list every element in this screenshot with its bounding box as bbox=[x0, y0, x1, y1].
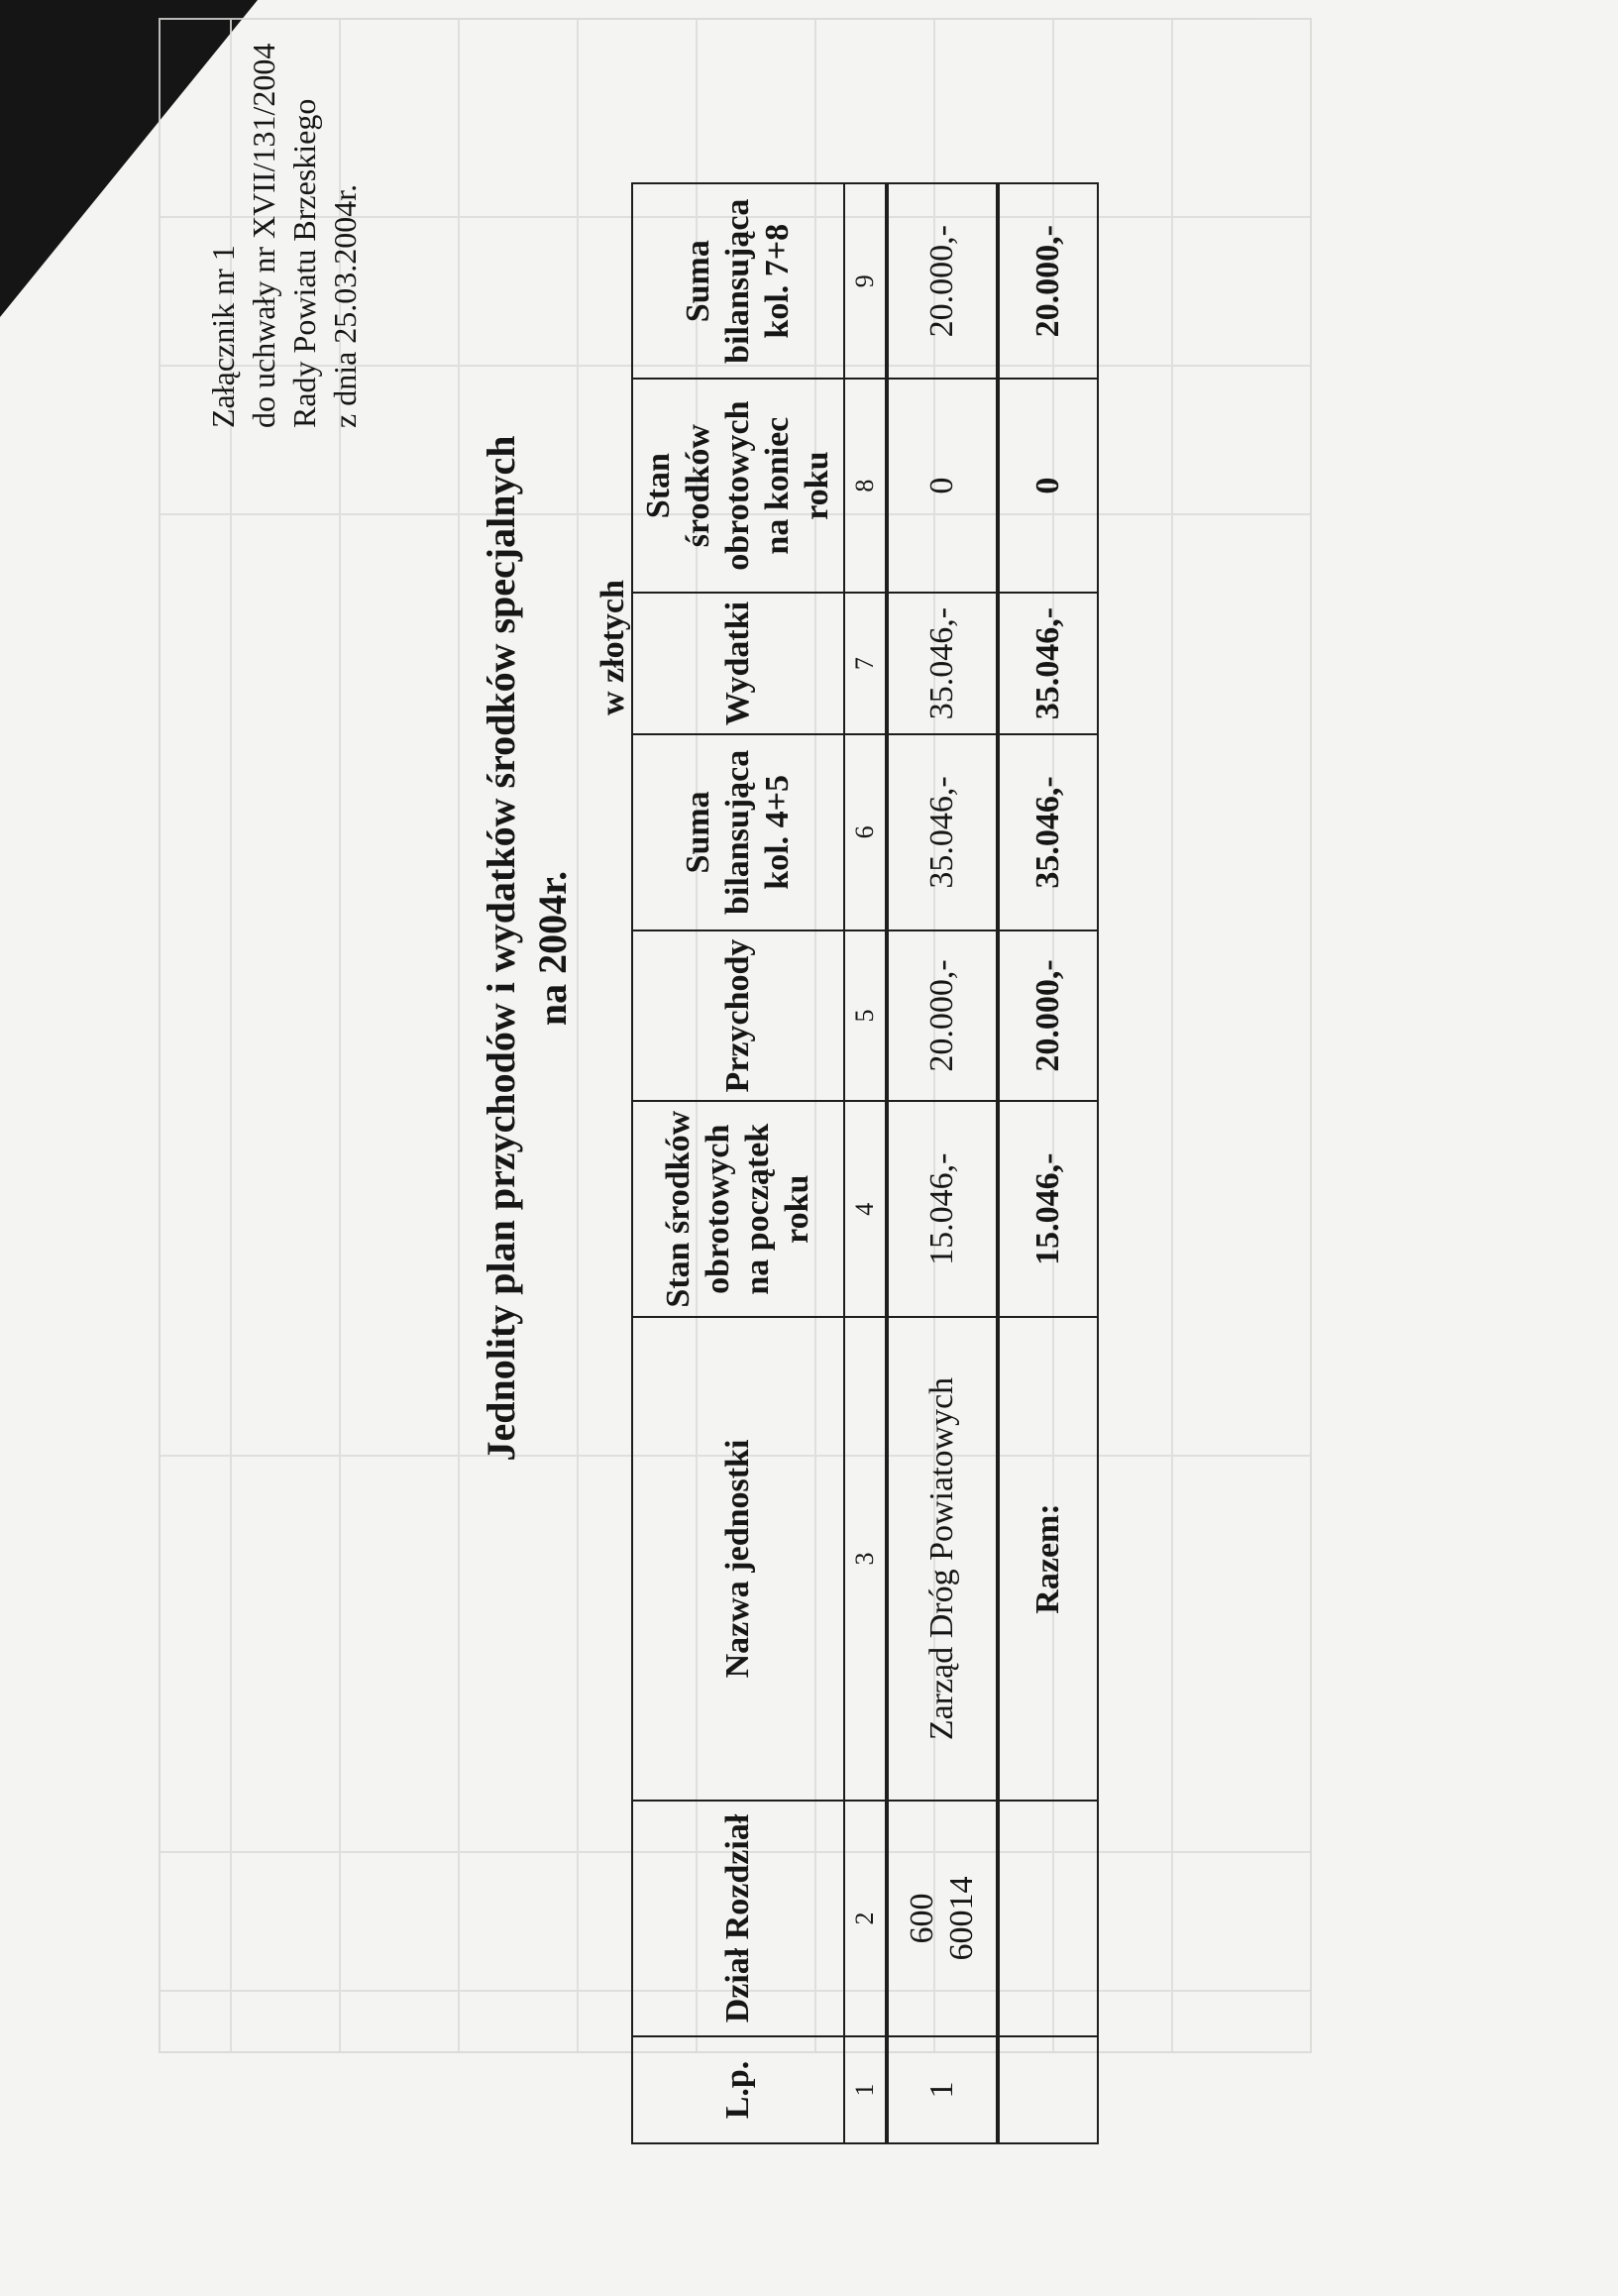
title-line-1: Jednolity plan przychodów i wydatków środków specjalnych bbox=[479, 435, 523, 1462]
header-suma-7-8: Suma bilansująca kol. 7+8 bbox=[632, 183, 844, 379]
cell-przychody: 20.000,- bbox=[887, 930, 998, 1102]
cell-dzial-rozdzial bbox=[887, 1801, 998, 2036]
cell-stan-koniec: 0 bbox=[887, 379, 998, 593]
total-suma-4-5: 35.046,- bbox=[998, 734, 1098, 929]
title-line-2: na 2004r. bbox=[530, 870, 575, 1027]
total-empty bbox=[998, 2036, 1098, 2143]
cell-dzial: 600 bbox=[904, 1893, 940, 1944]
total-stan-poczatek: 15.046,- bbox=[998, 1101, 1098, 1317]
cell-rozdzial: 60014 bbox=[943, 1876, 980, 1961]
col-num: 1 bbox=[844, 2036, 887, 2143]
total-przychody: 20.000,- bbox=[998, 930, 1098, 1102]
col-num: 4 bbox=[844, 1101, 887, 1317]
cell-lp: 1 bbox=[887, 2036, 998, 2143]
header-stan-koniec: Stan środków obrotowych na koniec roku bbox=[632, 379, 844, 593]
total-row bbox=[998, 183, 1098, 2143]
attachment-line-3: Rady Powiatu Brzeskiego bbox=[286, 98, 322, 428]
cell-nazwa: Zarząd Dróg Powiatowych bbox=[887, 1317, 998, 1801]
cell-stan-poczatek: 15.046,- bbox=[887, 1101, 998, 1317]
total-label: Razem: bbox=[998, 1317, 1098, 1801]
attachment-line-4: z dnia 25.03.2004r. bbox=[327, 183, 363, 428]
header-przychody: Przychody bbox=[632, 930, 844, 1102]
col-num: 6 bbox=[844, 734, 887, 929]
header-row bbox=[632, 183, 844, 2143]
col-num: 2 bbox=[844, 1801, 887, 2036]
total-suma-7-8: 20.000,- bbox=[998, 183, 1098, 379]
column-number-row bbox=[844, 183, 887, 2143]
col-num: 7 bbox=[844, 593, 887, 734]
total-wydatki: 35.046,- bbox=[998, 593, 1098, 734]
attachment-line-1: Załącznik nr 1 bbox=[205, 245, 241, 428]
col-num: 9 bbox=[844, 183, 887, 379]
col-num: 5 bbox=[844, 930, 887, 1102]
header-lp: L.p. bbox=[632, 2036, 844, 2143]
plan-table bbox=[631, 182, 1099, 2144]
table-row bbox=[887, 183, 998, 2143]
header-dzial: Dział Rozdział bbox=[632, 1801, 844, 2036]
document-title bbox=[476, 354, 579, 1543]
header-suma-4-5: Suma bilansująca kol. 4+5 bbox=[632, 734, 844, 929]
header-nazwa: Nazwa jednostki bbox=[632, 1317, 844, 1801]
cell-wydatki: 35.046,- bbox=[887, 593, 998, 734]
attachment-note bbox=[203, 44, 366, 428]
attachment-line-2: do uchwały nr XVII/131/2004 bbox=[246, 43, 281, 428]
total-empty bbox=[998, 1801, 1098, 2036]
cell-suma-7-8: 20.000,- bbox=[887, 183, 998, 379]
header-stan-poczatek: Stan środków obrotowych na początek roku bbox=[632, 1101, 844, 1317]
header-wydatki: Wydatki bbox=[632, 593, 844, 734]
col-num: 8 bbox=[844, 379, 887, 593]
total-stan-koniec: 0 bbox=[998, 379, 1098, 593]
col-num: 3 bbox=[844, 1317, 887, 1801]
cell-suma-4-5: 35.046,- bbox=[887, 734, 998, 929]
unit-label: w złotych bbox=[594, 580, 631, 715]
